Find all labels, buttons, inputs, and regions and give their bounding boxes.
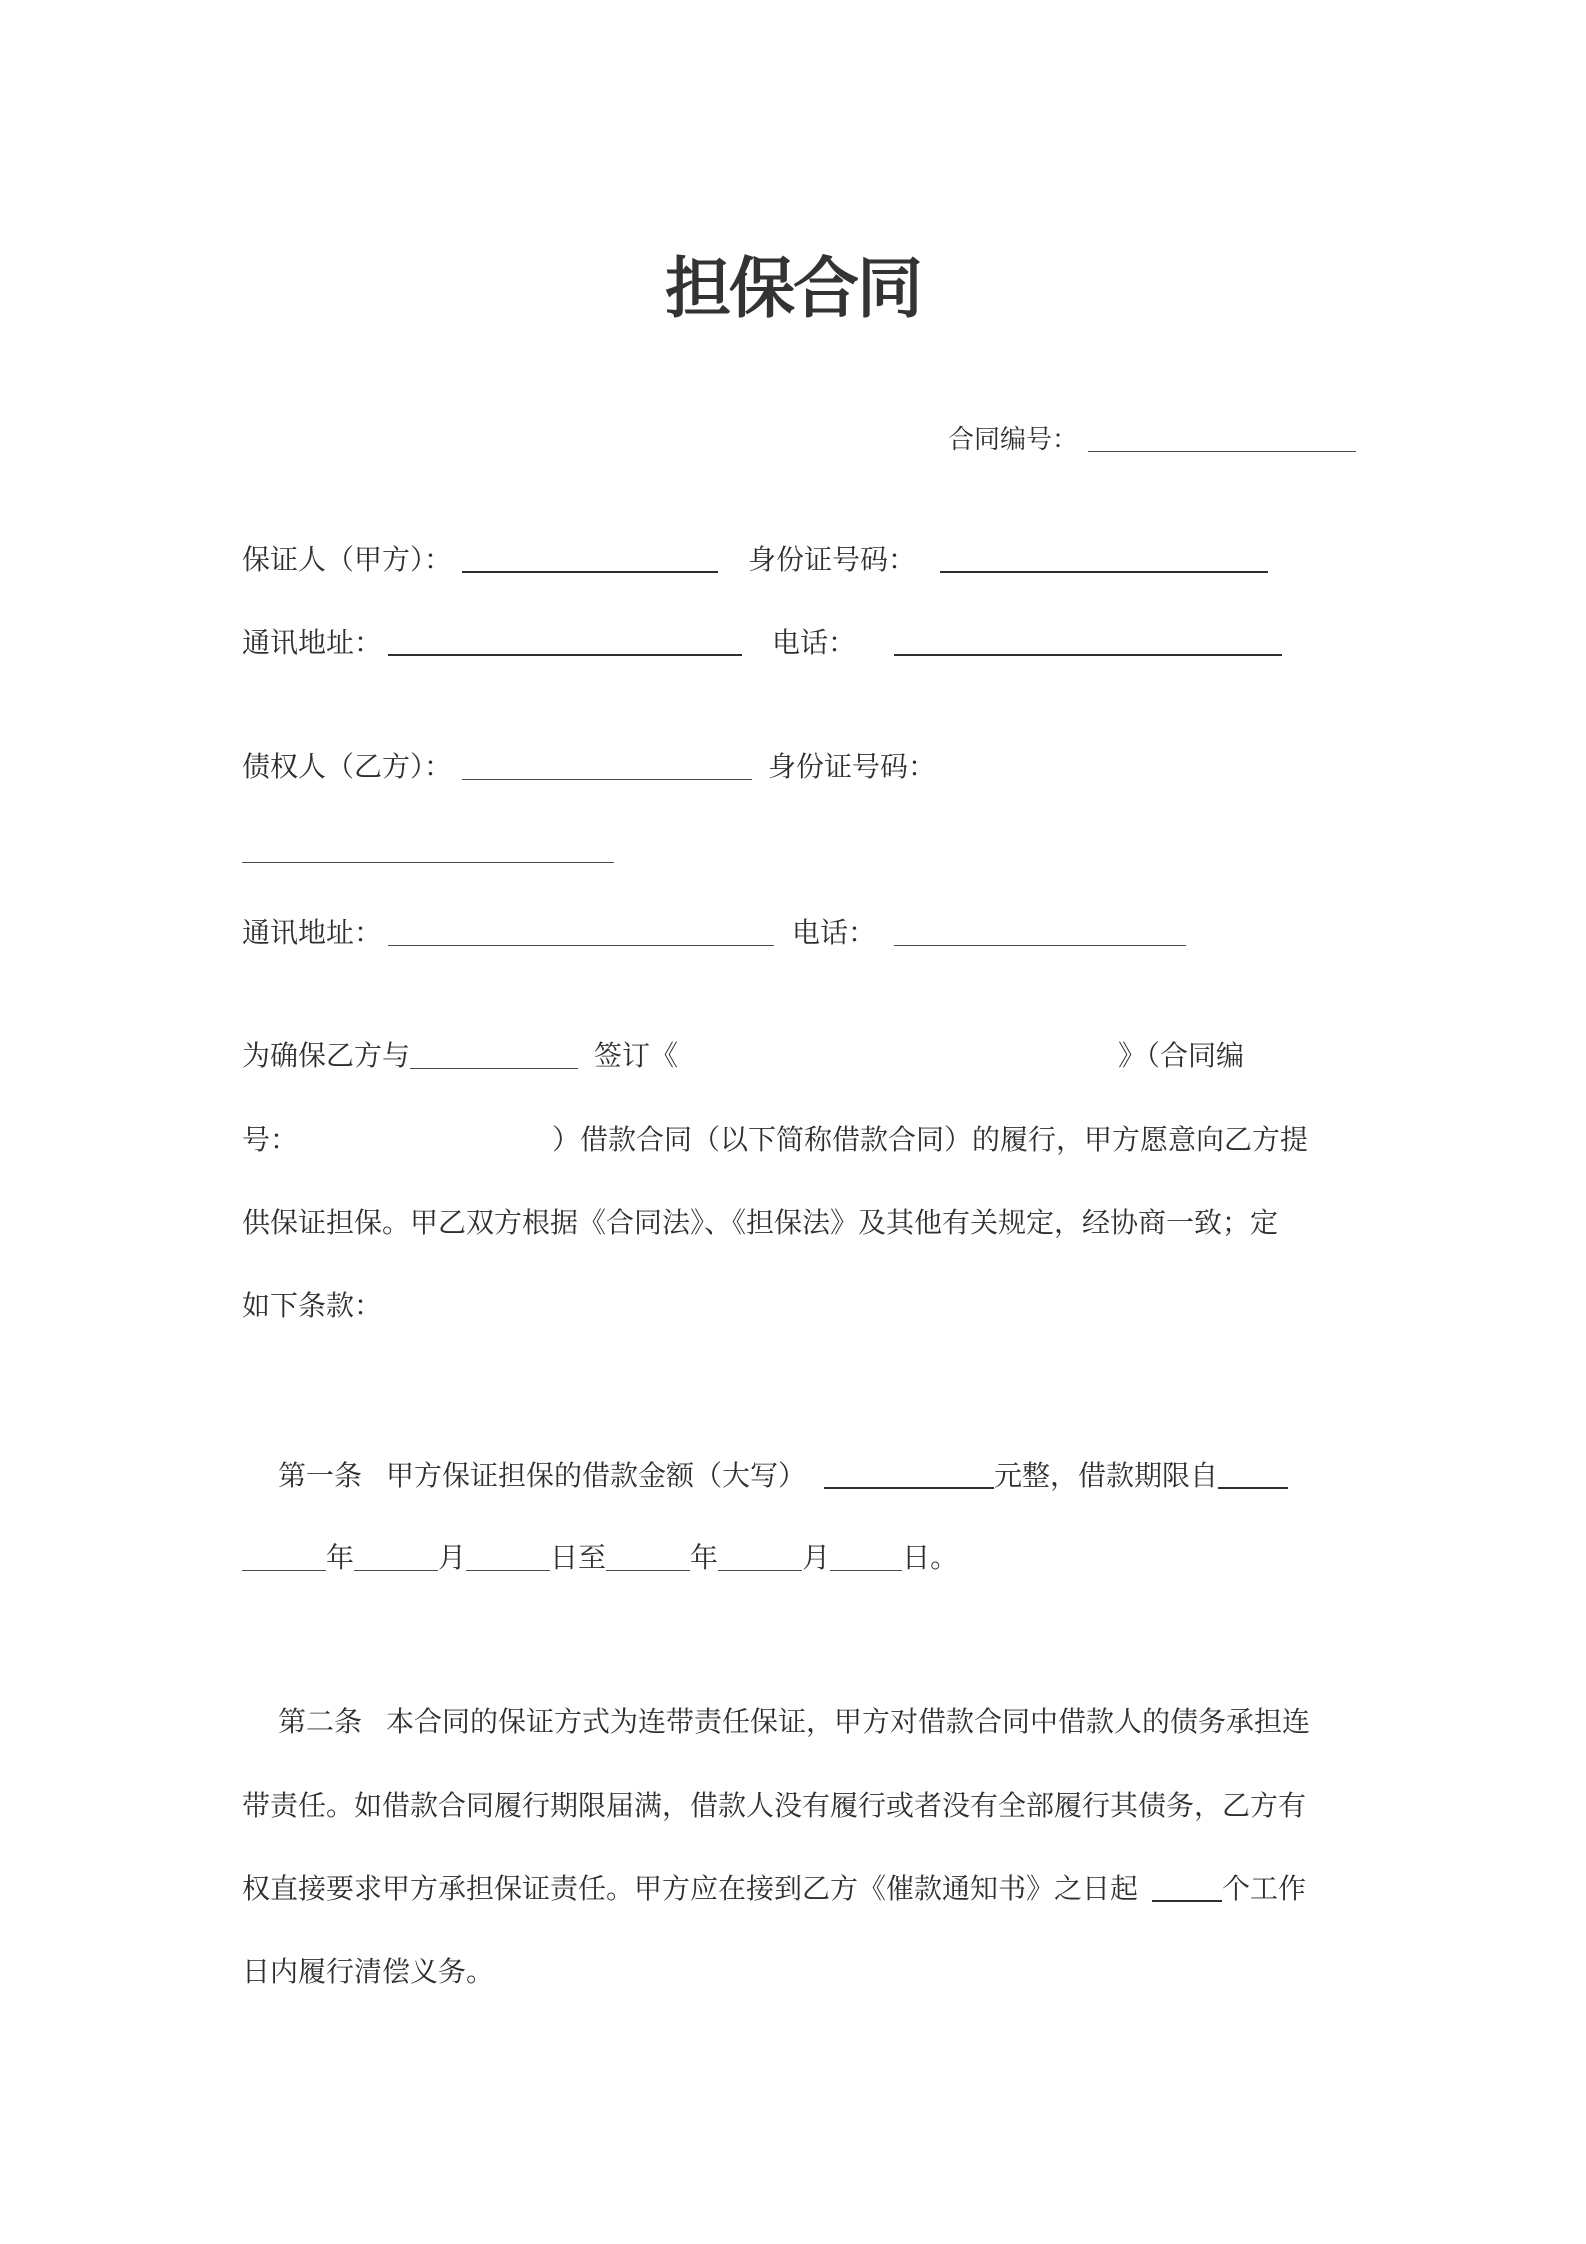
creditor-id-label: 身份证号码： (768, 750, 937, 783)
guarantee-amount-field[interactable] (824, 1486, 994, 1489)
article-1-text: 甲方保证担保的借款金额（大写） (386, 1459, 807, 1492)
article-2-line-1 (242, 1702, 1310, 1742)
guarantor-name-row (242, 540, 1268, 580)
loan-start-year-field[interactable] (242, 1569, 326, 1571)
loan-end-year-field[interactable] (606, 1569, 690, 1571)
preamble-line-1 (242, 1036, 1244, 1076)
article-1-text: 日。 (902, 1541, 959, 1574)
creditor-id-row (242, 830, 614, 870)
borrower-name-field[interactable] (410, 1067, 578, 1069)
article-2-text: 带责任。如借款合同履行期限届满，借款人没有履行或者没有全部履行其债务，乙方有 (242, 1789, 1307, 1822)
article-2-heading: 第二条 (278, 1705, 363, 1738)
contract-number-field[interactable] (1088, 450, 1356, 452)
preamble-text: 签订《 (594, 1039, 679, 1072)
preamble-text: ）借款合同（以下简称借款合同）的履行，甲方愿意向乙方提 (552, 1123, 1309, 1156)
creditor-address-field[interactable] (388, 944, 774, 946)
article-1-text: 月 (438, 1541, 467, 1574)
guarantor-address-field[interactable] (388, 653, 742, 656)
article-2-line-3 (242, 1869, 1306, 1909)
guarantor-id-label: 身份证号码： (748, 543, 917, 576)
guarantor-name-label: 保证人（甲方）： (242, 543, 453, 576)
creditor-name-row (242, 747, 936, 787)
article-2-line-4 (242, 1952, 494, 1992)
working-days-field[interactable] (1152, 1899, 1222, 1902)
creditor-name-label: 债权人（乙方）： (242, 750, 453, 783)
loan-start-year-field-a[interactable] (1218, 1486, 1288, 1489)
preamble-text: 如下条款： (242, 1289, 383, 1322)
preamble-line-3 (242, 1203, 1278, 1243)
article-1-text: 元整，借款期限自 (994, 1459, 1219, 1492)
creditor-id-field[interactable] (242, 861, 614, 863)
loan-end-day-field[interactable] (830, 1569, 902, 1571)
article-1-text: 年 (326, 1541, 355, 1574)
creditor-phone-field[interactable] (894, 944, 1186, 946)
article-2-text: 权直接要求甲方承担保证责任。甲方应在接到乙方《催款通知书》之日起 (242, 1872, 1139, 1905)
loan-start-day-field[interactable] (466, 1569, 550, 1571)
preamble-line-2 (242, 1120, 1308, 1160)
creditor-contact-row (242, 913, 1186, 953)
preamble-text: 》（合同编 (1118, 1039, 1245, 1072)
article-1-line-1 (242, 1456, 1288, 1496)
preamble-text: 号： (242, 1123, 299, 1156)
loan-start-month-field[interactable] (354, 1569, 438, 1571)
article-2-line-2 (242, 1786, 1306, 1826)
article-1-heading: 第一条 (278, 1459, 363, 1492)
creditor-address-label: 通讯地址： (242, 916, 383, 949)
contract-number-row (948, 420, 1356, 460)
guarantor-phone-field[interactable] (894, 653, 1282, 656)
creditor-name-field[interactable] (462, 778, 752, 780)
loan-end-month-field[interactable] (718, 1569, 802, 1571)
guarantor-contact-row (242, 623, 1282, 663)
guarantor-name-field[interactable] (462, 570, 718, 573)
article-1-text: 月 (802, 1541, 831, 1574)
article-2-text: 个工作 (1222, 1872, 1307, 1905)
preamble-line-4 (242, 1286, 382, 1326)
article-1-text: 日至 (550, 1541, 607, 1574)
article-2-text: 本合同的保证方式为连带责任保证，甲方对借款合同中借款人的债务承担连 (386, 1705, 1311, 1738)
article-1-text: 年 (690, 1541, 719, 1574)
guarantor-address-label: 通讯地址： (242, 626, 383, 659)
article-2-text: 日内履行清偿义务。 (242, 1955, 495, 1988)
guarantor-id-field[interactable] (940, 570, 1268, 573)
document-title: 担保合同 (665, 250, 921, 327)
creditor-phone-label: 电话： (792, 916, 877, 949)
preamble-text: 供保证担保。甲乙双方根据《合同法》、《担保法》及其他有关规定，经协商一致；定 (242, 1206, 1279, 1239)
article-1-line-2 (242, 1538, 958, 1578)
preamble-text: 为确保乙方与 (242, 1039, 411, 1072)
contract-number-label: 合同编号： (948, 425, 1079, 455)
guarantor-phone-label: 电话： (772, 626, 857, 659)
